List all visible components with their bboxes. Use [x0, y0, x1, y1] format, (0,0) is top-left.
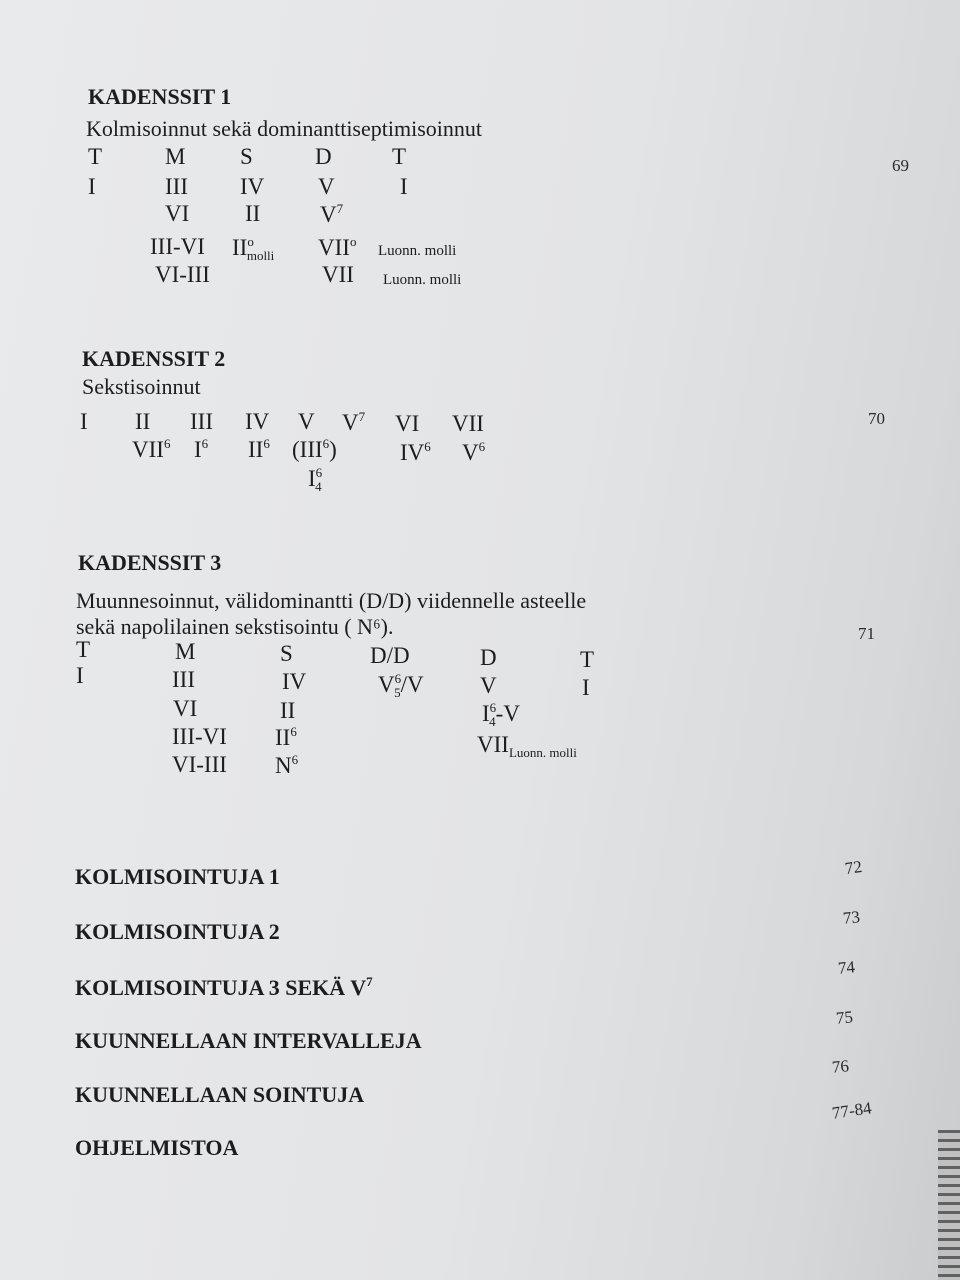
- chord-base: M: [175, 639, 196, 664]
- chord-base: I: [582, 675, 590, 700]
- chord-base: D/D: [370, 643, 410, 668]
- chord-superscript: 6: [201, 436, 209, 451]
- chord-base: T: [580, 647, 595, 672]
- chord-base: D: [480, 645, 497, 670]
- chord-symbol: [400, 175, 408, 198]
- chord-base: VII: [477, 732, 509, 757]
- chord-base: I: [308, 466, 316, 491]
- chord-symbol: [88, 145, 102, 168]
- chord-symbol: [482, 701, 520, 728]
- toc-entry-label: OHJELMISTOA: [75, 1135, 239, 1160]
- chord-base: VII: [132, 437, 164, 462]
- chord-symbol: [480, 646, 497, 669]
- section-subtitle: Muunnesoinnut, välidominantti (D/D) viidennelle asteelle: [76, 588, 587, 613]
- toc-entry-label: KOLMISOINTUJA 3 SEKÄ V: [75, 975, 367, 1000]
- chord-base: S: [240, 144, 253, 169]
- chord-base: V: [320, 202, 337, 227]
- chord-symbol: [320, 202, 343, 226]
- chord-symbol: [88, 175, 96, 198]
- chord-symbol: [240, 175, 264, 198]
- chord-base: VII: [318, 235, 350, 260]
- chord-base: (III: [292, 437, 323, 462]
- toc-entry: [75, 866, 280, 888]
- toc-entry-label: KOLMISOINTUJA 2: [75, 919, 280, 944]
- chord-suffix: ): [329, 437, 337, 462]
- chord-note: Luonn. molli: [378, 243, 457, 259]
- page-number: 69: [892, 156, 909, 175]
- page-number: 70: [868, 409, 885, 428]
- page-number: 74: [837, 957, 856, 978]
- chord-symbol: [308, 466, 322, 493]
- chord-base: VII: [452, 411, 484, 436]
- chord-base: T: [392, 144, 407, 169]
- chord-symbol: [190, 410, 213, 433]
- chord-symbol: [165, 145, 185, 168]
- toc-entry-superscript: 7: [366, 974, 373, 989]
- chord-symbol: [245, 202, 260, 225]
- chord-symbol: [150, 235, 205, 258]
- chord-superscript: 6: [322, 436, 330, 451]
- chord-superscript: o: [349, 234, 357, 249]
- chord-base: II: [248, 437, 264, 462]
- chord-base: VI: [395, 411, 420, 436]
- chord-symbol: [378, 672, 424, 699]
- chord-symbol: [580, 648, 594, 671]
- toc-entry: [75, 921, 280, 943]
- chord-symbol: [462, 440, 485, 464]
- chord-symbol: [76, 664, 84, 687]
- chord-base: V: [462, 440, 479, 465]
- chord-symbol: [165, 202, 189, 225]
- chord-suffix: /V: [400, 672, 424, 697]
- chord-symbol: [315, 145, 332, 168]
- chord-symbol: [275, 725, 297, 749]
- toc-entry: [75, 1030, 422, 1052]
- chord-base: D: [315, 144, 332, 169]
- chord-base: V: [298, 409, 315, 434]
- chord-symbol: [392, 145, 406, 168]
- chord-base: S: [280, 641, 293, 666]
- chord-superscript: 6: [291, 752, 299, 767]
- chord-base: IV: [240, 174, 265, 199]
- chord-symbol: [232, 235, 274, 262]
- toc-entry-label: KOLMISOINTUJA 1: [75, 864, 280, 889]
- chord-base: I: [194, 437, 202, 462]
- chord-base: II: [280, 698, 296, 723]
- chord-base: I: [80, 409, 88, 434]
- chord-superscript: 6: [489, 700, 497, 715]
- chord-symbol: [322, 263, 354, 286]
- chord-base: V: [480, 673, 497, 698]
- page-number: 77-84: [830, 1098, 873, 1123]
- chord-subscript: Luonn. molli: [508, 745, 577, 760]
- toc-entry-label: KUUNNELLAAN INTERVALLEJA: [75, 1028, 422, 1053]
- chord-base: III: [165, 174, 188, 199]
- chord-base: III: [172, 667, 195, 692]
- chord-symbol: [172, 753, 227, 776]
- chord-symbol: [80, 410, 88, 433]
- section-subtitle: Kolmisoinnut sekä dominanttiseptimisoinnut: [86, 116, 482, 141]
- section-heading: KADENSSIT 3: [78, 550, 222, 575]
- chord-base: N: [275, 753, 292, 778]
- chord-symbol: [480, 674, 497, 697]
- chord-base: IV: [400, 440, 425, 465]
- chord-base: III: [190, 409, 213, 434]
- chord-symbol: [292, 437, 337, 461]
- chord-superscript: 7: [358, 409, 366, 424]
- chord-note: Luonn. molli: [383, 272, 462, 288]
- chord-symbol: [132, 437, 170, 461]
- chord-symbol: [173, 697, 197, 720]
- toc-entry: [75, 975, 373, 999]
- chord-base: VII: [322, 262, 354, 287]
- page-number: 72: [843, 856, 864, 879]
- chord-base: II: [245, 201, 261, 226]
- chord-base: IV: [282, 669, 307, 694]
- toc-entry: [75, 1084, 364, 1106]
- chord-symbol: [175, 640, 195, 663]
- chord-base: II: [232, 235, 248, 260]
- chord-base: I: [482, 701, 490, 726]
- chord-symbol: [275, 753, 298, 777]
- chord-subscript: molli: [246, 248, 275, 263]
- chord-superscript: 6: [315, 465, 323, 480]
- chord-symbol: [172, 668, 195, 691]
- page-number: 73: [842, 907, 861, 928]
- chord-base: IV: [245, 409, 270, 434]
- chord-base: VI: [165, 201, 190, 226]
- chord-subscript: 4: [315, 479, 322, 494]
- chord-symbol: [370, 644, 410, 667]
- page-number: 76: [831, 1056, 850, 1077]
- chord-suffix: -V: [495, 701, 520, 726]
- chord-base: II: [135, 409, 151, 434]
- chord-base: I: [88, 174, 96, 199]
- chord-superscript: 7: [336, 201, 344, 216]
- chord-base: I: [76, 663, 84, 688]
- chord-base: VI-III: [155, 262, 210, 287]
- chord-base: III-VI: [172, 724, 227, 749]
- chord-symbol: [477, 733, 577, 759]
- chord-subscript: 4: [489, 714, 496, 729]
- section-heading: KADENSSIT 2: [82, 346, 226, 371]
- chord-base: III-VI: [150, 234, 205, 259]
- chord-symbol: [155, 263, 210, 286]
- chord-symbol: [280, 642, 293, 665]
- chord-symbol: [582, 676, 590, 699]
- chord-symbol: [395, 412, 419, 435]
- chord-symbol: [240, 145, 253, 168]
- chord-symbol: [280, 699, 295, 722]
- chord-symbol: [282, 670, 306, 693]
- chord-base: T: [88, 144, 103, 169]
- page-number: 71: [858, 624, 875, 643]
- chord-symbol: [135, 410, 150, 433]
- chord-superscript: 6: [424, 439, 431, 454]
- chord-superscript: 6: [163, 436, 171, 451]
- chord-symbol: [452, 412, 484, 435]
- chord-symbol: [248, 437, 270, 461]
- chord-symbol: [172, 725, 227, 748]
- chord-base: II: [275, 725, 291, 750]
- chord-subscript: 5: [394, 685, 401, 700]
- chord-superscript: 6: [290, 724, 297, 739]
- chord-base: I: [400, 174, 408, 199]
- chord-symbol: [298, 410, 315, 433]
- chord-symbol: [194, 437, 208, 461]
- chord-base: VI-III: [172, 752, 227, 777]
- chord-base: V: [318, 174, 335, 199]
- section-heading: KADENSSIT 1: [88, 84, 232, 109]
- toc-entry-label: KUUNNELLAAN SOINTUJA: [75, 1082, 365, 1107]
- section-subtitle: Sekstisoinnut: [82, 374, 201, 399]
- chord-symbol: [165, 175, 188, 198]
- chord-symbol: [76, 638, 90, 661]
- section-subtitle: sekä napolilainen sekstisointu ( N⁶).: [76, 614, 394, 639]
- chord-superscript: 6: [394, 671, 402, 686]
- chord-base: T: [76, 637, 91, 662]
- chord-symbol: [245, 410, 269, 433]
- chord-superscript: 6: [263, 436, 270, 451]
- chord-superscript: 6: [478, 439, 486, 454]
- toc-entry: [75, 1137, 238, 1159]
- chord-base: V: [342, 410, 359, 435]
- chord-symbol: [318, 175, 335, 198]
- chord-symbol: [400, 440, 431, 464]
- chord-base: M: [165, 144, 186, 169]
- spiral-binding: [938, 1130, 960, 1280]
- chord-base: VI: [173, 696, 198, 721]
- chord-symbol: [318, 235, 356, 259]
- chord-base: V: [378, 672, 395, 697]
- chord-superscript: o: [247, 234, 254, 249]
- chord-symbol: [342, 410, 365, 434]
- page-number: 75: [835, 1007, 854, 1028]
